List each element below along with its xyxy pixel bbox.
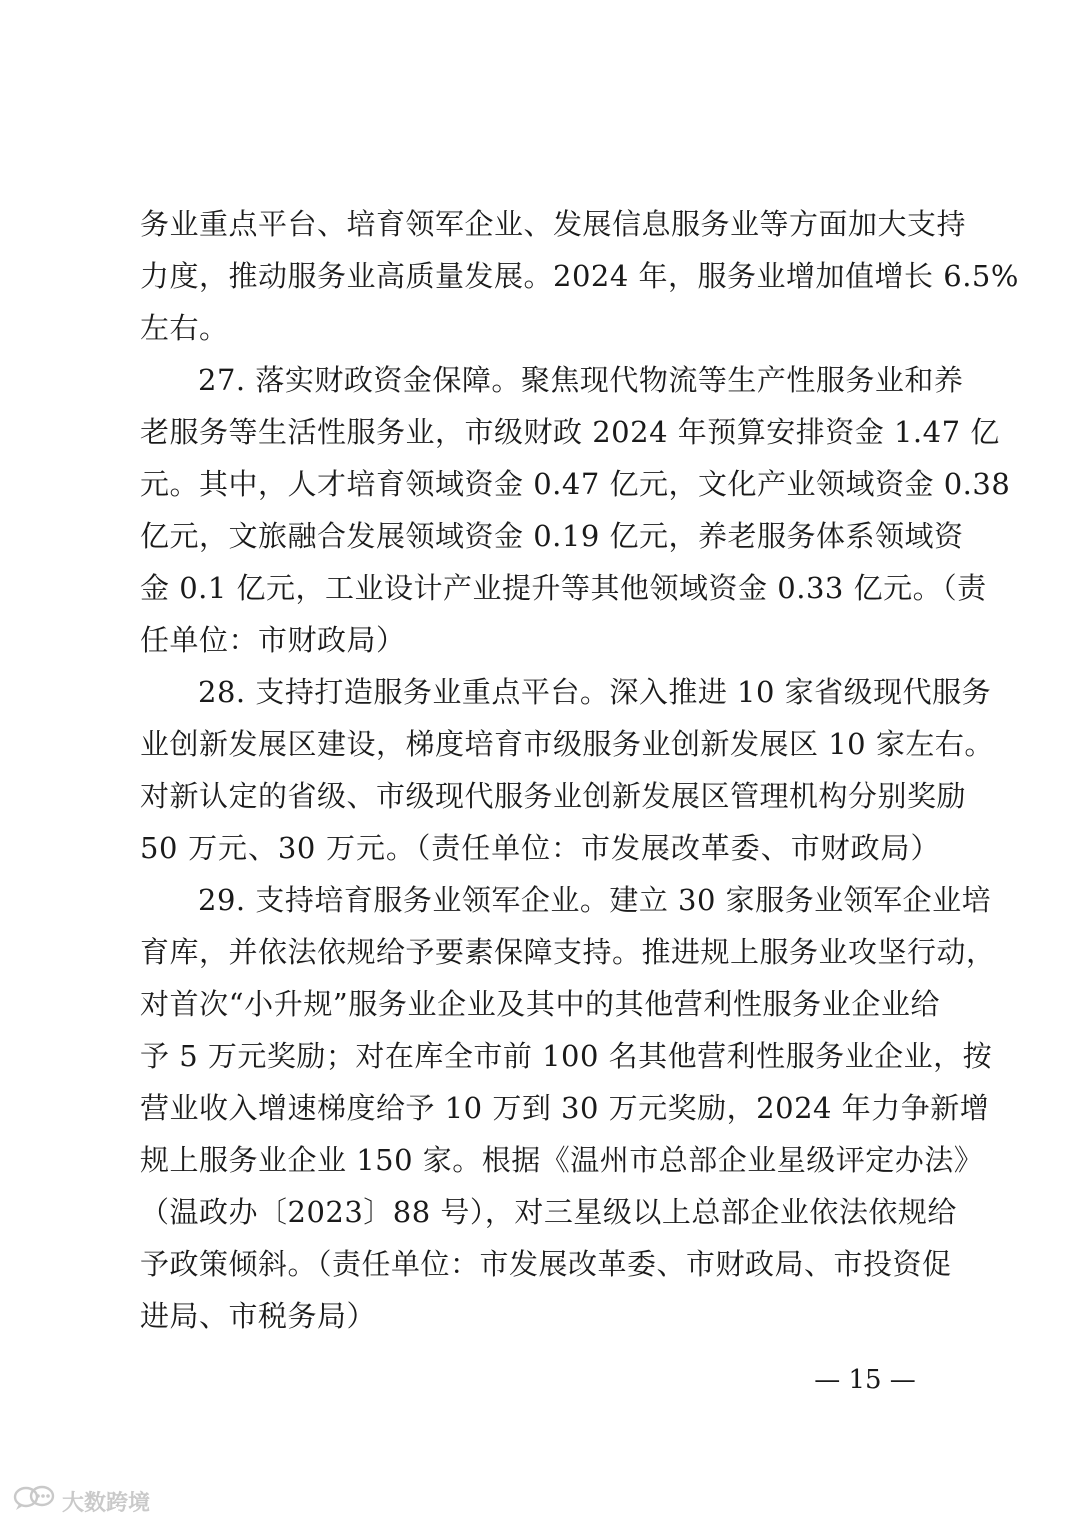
watermark [12,1486,150,1516]
item-29-heading-line: 29. 支持培育服务业领军企业。建立 30 家服务业领军企业培 [198,883,992,917]
text-line-3: 左右。 [140,311,229,345]
text-line-9: 任单位：市财政局） [140,623,406,657]
text-line-7: 亿元，文旅融合发展领域资金 0.19 亿元，养老服务体系领域资 [140,519,964,553]
text-line-8: 金 0.1 亿元，工业设计产业提升等其他领域资金 0.33 亿元。（责 [140,571,987,605]
text-line-18: 营业收入增速梯度给予 10 万到 30 万元奖励，2024 年力争新增 [140,1091,990,1125]
text-line-19: 规上服务业企业 150 家。根据《温州市总部企业星级评定办法》 [140,1143,984,1177]
text-line-1: 务业重点平台、培育领军企业、发展信息服务业等方面加大支持 [140,207,967,241]
text-line-15: 育库，并依法依规给予要素保障支持。推进规上服务业攻坚行动， [140,935,996,969]
watermark-text: 大数跨境 [62,1490,151,1516]
page-number: — 15 — [814,1365,916,1395]
text-line-17: 予 5 万元奖励；对在库全市前 100 名其他营利性服务业企业，按 [140,1039,993,1073]
item-28-heading-line: 28. 支持打造服务业重点平台。深入推进 10 家省级现代服务 [198,675,992,709]
text-line-6: 元。其中，人才培育领域资金 0.47 亿元，文化产业领域资金 0.38 [140,467,1011,501]
text-line-12: 对新认定的省级、市级现代服务业创新发展区管理机构分别奖励 [140,779,967,813]
item-27-heading-line: 27. 落实财政资金保障。聚焦现代物流等生产性服务业和养 [198,363,964,397]
text-line-11: 业创新发展区建设，梯度培育市级服务业创新发展区 10 家左右。 [140,727,994,761]
text-line-21: 予政策倾斜。（责任单位：市发展改革委、市财政局、市投资促 [140,1247,952,1281]
text-line-22: 进局、市税务局） [140,1299,377,1333]
text-line-16: 对首次“小升规”服务业企业及其中的其他营利性服务业企业给 [140,987,940,1021]
text-line-5: 老服务等生活性服务业，市级财政 2024 年预算安排资金 1.47 亿 [140,415,1000,449]
text-line-2: 力度，推动服务业高质量发展。2024 年，服务业增加值增长 6.5% [140,259,1019,293]
text-line-13: 50 万元、30 万元。（责任单位：市发展改革委、市财政局） [140,831,940,865]
chat-bubble-icon [12,1485,56,1517]
document-body [140,198,1019,1342]
text-line-20: （温政办〔2023〕88 号），对三星级以上总部企业依法依规给 [140,1195,957,1229]
